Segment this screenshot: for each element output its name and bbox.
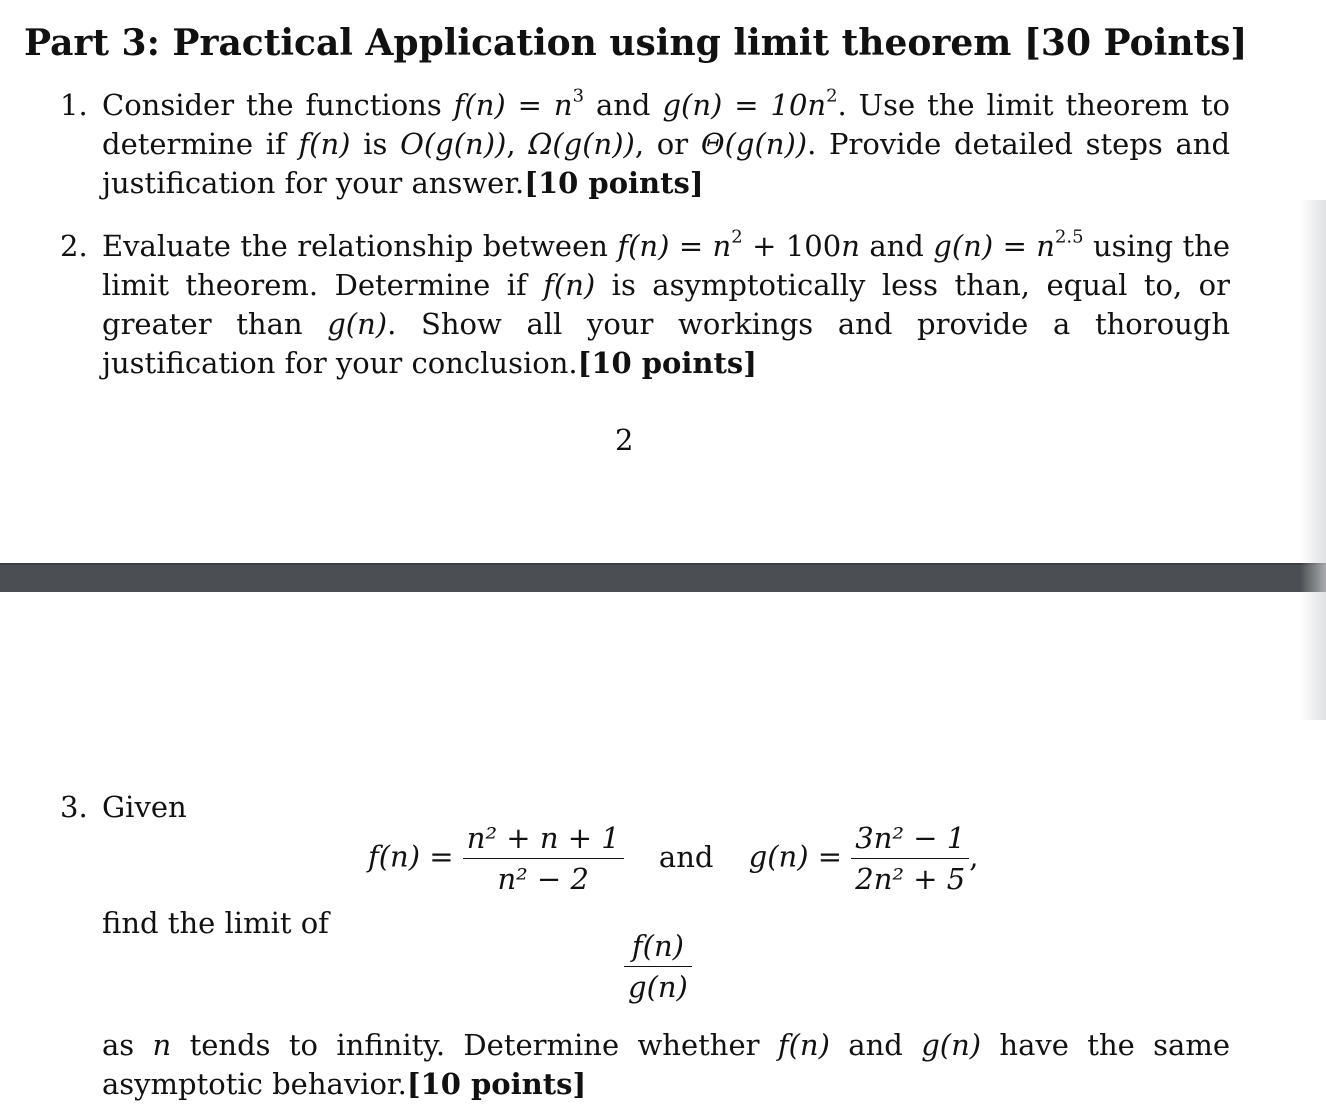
question-number: 3. [60, 790, 88, 824]
question-3-conclusion [60, 1026, 1230, 1104]
f-denominator: n² − 2 [497, 862, 589, 896]
and-word: and [658, 839, 714, 874]
ratio-expression [624, 926, 692, 1007]
points-label: [10 points] [406, 1067, 587, 1101]
find-text: find the limit of [102, 906, 329, 940]
comma: , [969, 839, 979, 874]
f-numerator: n² + n + 1 [463, 818, 624, 859]
g-lhs: g(n) = [748, 839, 843, 874]
f-fraction [463, 818, 624, 899]
g-numerator: 3n² − 1 [851, 818, 969, 859]
question-given: Given [102, 790, 187, 824]
question-text: as n tends to infinity. Determine whether f(n) and g(n) have the same asymptotic behavior.[10 points] [102, 1028, 1231, 1101]
question-1 [60, 86, 1230, 203]
points-label: [10 points] [577, 346, 757, 380]
ratio-denominator: g(n) [628, 970, 688, 1004]
points-label: [10 points] [524, 166, 704, 200]
question-number: 1. [60, 88, 88, 122]
question-2 [60, 227, 1230, 383]
g-fraction [851, 818, 969, 899]
page-separator [0, 563, 1326, 592]
page-number: 2 [615, 423, 634, 457]
ratio-fraction [624, 926, 692, 1007]
g-denominator: 2n² + 5 [855, 862, 966, 896]
document-page-2 [0, 592, 1326, 1120]
ratio-numerator: f(n) [624, 926, 692, 967]
question-text: Evaluate the relationship between $f(n) = n^2 + 100n$ and $g(n) = n^{2.5}$ using the limit theorem. Determine if f(n) is asymptotically less than, equal to, or greater than g(n). Show all your workings and provide a thorough justification for your conclusion.[10 points] [102, 226, 1231, 380]
part-title: Part 3: Practical Application using limit theorem [30 Points] [24, 22, 1248, 64]
question-text: Consider the functions $f(n) = n^3$ and $g(n) = 10n^2$. Use the limit theorem to determine if f(n) is O(g(n)), Ω(g(n)), or Θ(g(n)). Provide detailed steps and justification for your answer.[10 points] [102, 85, 1231, 200]
function-definitions [368, 818, 978, 899]
f-lhs: f(n) = [368, 839, 454, 874]
question-number: 2. [60, 229, 88, 263]
